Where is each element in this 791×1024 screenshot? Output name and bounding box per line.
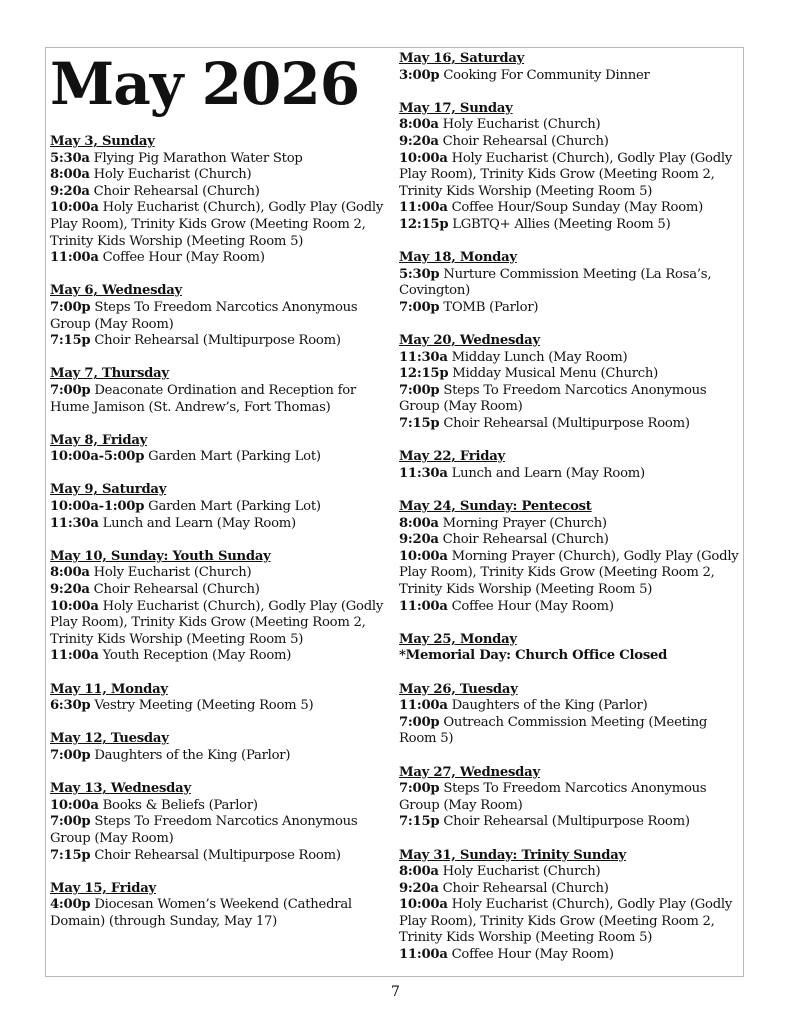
event-time: 7:00p bbox=[399, 299, 440, 315]
day-block bbox=[50, 549, 390, 665]
day-block bbox=[399, 51, 739, 84]
event-description: Books & Beliefs (Parlor) bbox=[102, 797, 258, 813]
event-time: 7:15p bbox=[399, 814, 440, 830]
event-item bbox=[50, 848, 390, 865]
event-description: Choir Rehearsal (Church) bbox=[93, 582, 260, 598]
day-block bbox=[50, 433, 390, 466]
event-item bbox=[399, 366, 739, 383]
event-description: Choir Rehearsal (Multipurpose Room) bbox=[94, 847, 341, 863]
day-heading: May 11, Monday bbox=[50, 681, 168, 697]
event-time: 11:00a bbox=[399, 698, 448, 714]
day-heading: May 10, Sunday: Youth Sunday bbox=[50, 548, 271, 564]
event-description: Steps To Freedom Narcotics Anonymous Group (May Room) bbox=[50, 814, 358, 846]
event-time: 6:30p bbox=[50, 698, 91, 714]
page-number: 7 bbox=[391, 984, 400, 1000]
event-time: 12:15p bbox=[399, 216, 449, 232]
event-description: Choir Rehearsal (Multipurpose Room) bbox=[94, 333, 341, 349]
event-description: Morning Prayer (Church), Godly Play (Godly Play Room), Trinity Kids Grow (Meeting Room 2, Trinity Kids Worship (Meeting Room 5) bbox=[399, 548, 739, 597]
day-block bbox=[399, 765, 739, 831]
day-heading: May 13, Wednesday bbox=[50, 781, 191, 797]
day-heading: May 22, Friday bbox=[399, 449, 505, 465]
event-description: Holy Eucharist (Church), Godly Play (Godly Play Room), Trinity Kids Grow (Meeting Room 2, Trinity Kids Worship (Meeting Room 5) bbox=[50, 598, 384, 647]
event-item bbox=[399, 715, 739, 748]
day-heading: May 27, Wednesday bbox=[399, 764, 540, 780]
event-item bbox=[50, 748, 390, 765]
event-time: 7:00p bbox=[50, 382, 91, 398]
event-item bbox=[50, 798, 390, 815]
day-block bbox=[50, 881, 390, 931]
event-time: 8:00a bbox=[399, 515, 439, 531]
event-item bbox=[399, 781, 739, 814]
event-description: Choir Rehearsal (Church) bbox=[442, 532, 609, 548]
event-time: 7:00p bbox=[399, 714, 440, 730]
day-heading: May 24, Sunday: Pentecost bbox=[399, 499, 592, 515]
event-description: Coffee Hour (May Room) bbox=[102, 250, 265, 266]
event-item bbox=[399, 267, 739, 300]
event-time: 4:00p bbox=[50, 897, 91, 913]
event-description: Morning Prayer (Church) bbox=[442, 515, 607, 531]
left-column bbox=[50, 134, 390, 947]
event-time: 10:00a bbox=[50, 797, 99, 813]
event-item bbox=[399, 217, 739, 234]
event-description: Garden Mart (Parking Lot) bbox=[148, 499, 321, 515]
event-time: 9:20a bbox=[399, 880, 439, 896]
event-item bbox=[50, 516, 390, 533]
event-description: Outreach Commission Meeting (Meeting Room 5) bbox=[399, 714, 708, 747]
event-description: Midday Musical Menu (Church) bbox=[452, 366, 659, 382]
event-item bbox=[399, 416, 739, 433]
event-description: Diocesan Women’s Weekend (Cathedral Domain) (through Sunday, May 17) bbox=[50, 897, 352, 929]
event-item bbox=[399, 698, 739, 715]
event-time: 7:15p bbox=[50, 333, 91, 349]
event-item bbox=[50, 698, 390, 715]
event-item bbox=[50, 250, 390, 267]
event-item bbox=[399, 383, 739, 416]
right-column bbox=[399, 51, 739, 980]
day-block bbox=[50, 134, 390, 267]
event-description: Steps To Freedom Narcotics Anonymous Group (May Room) bbox=[399, 781, 707, 813]
event-item bbox=[50, 300, 390, 333]
event-description: Choir Rehearsal (Multipurpose Room) bbox=[443, 416, 690, 432]
day-block bbox=[399, 101, 739, 234]
event-item bbox=[399, 814, 739, 831]
event-description: Steps To Freedom Narcotics Anonymous Group (May Room) bbox=[399, 382, 707, 415]
event-description: Daughters of the King (Parlor) bbox=[94, 747, 291, 763]
event-item bbox=[399, 200, 739, 217]
event-description: Choir Rehearsal (Church) bbox=[93, 183, 260, 199]
event-time: 11:30a bbox=[399, 349, 448, 365]
day-heading: May 3, Sunday bbox=[50, 134, 155, 149]
event-description: Holy Eucharist (Church), Godly Play (Godly Play Room), Trinity Kids Grow (Meeting Room 2, Trinity Kids Worship (Meeting Room 5) bbox=[399, 897, 733, 946]
event-time: 9:20a bbox=[399, 133, 439, 149]
event-item bbox=[399, 350, 739, 367]
event-item bbox=[399, 947, 739, 964]
event-time: 10:00a-5:00p bbox=[50, 449, 145, 465]
event-item bbox=[50, 648, 390, 665]
event-time: 10:00a bbox=[50, 200, 99, 216]
event-time: 10:00a bbox=[399, 548, 448, 564]
event-time: 8:00a bbox=[50, 167, 90, 183]
event-time: 7:00p bbox=[50, 814, 91, 830]
event-description: Choir Rehearsal (Church) bbox=[442, 133, 609, 149]
event-time: 8:00a bbox=[399, 864, 439, 880]
day-heading: May 9, Saturday bbox=[50, 482, 167, 498]
event-description: Cooking For Community Dinner bbox=[443, 67, 650, 83]
event-item bbox=[50, 599, 390, 649]
event-description: Holy Eucharist (Church) bbox=[442, 117, 601, 133]
event-item bbox=[50, 449, 390, 466]
event-time: 3:00p bbox=[399, 67, 440, 83]
day-heading: May 7, Thursday bbox=[50, 366, 169, 382]
event-time: 12:15p bbox=[399, 366, 449, 382]
day-heading: May 15, Friday bbox=[50, 880, 156, 896]
day-block bbox=[50, 781, 390, 864]
event-time: 5:30p bbox=[399, 266, 440, 282]
event-description: TOMB (Parlor) bbox=[443, 299, 539, 315]
event-item bbox=[50, 184, 390, 201]
event-time: 7:15p bbox=[399, 416, 440, 432]
event-description: Lunch and Learn (May Room) bbox=[102, 515, 296, 531]
event-description: Choir Rehearsal (Church) bbox=[442, 880, 609, 896]
event-description: Flying Pig Marathon Water Stop bbox=[93, 150, 303, 166]
event-time: 9:20a bbox=[50, 582, 90, 598]
event-description: Coffee Hour (May Room) bbox=[451, 947, 614, 963]
event-item bbox=[399, 881, 739, 898]
day-block bbox=[399, 449, 739, 482]
day-block bbox=[50, 682, 390, 715]
event-description: Daughters of the King (Parlor) bbox=[451, 698, 648, 714]
event-time: 7:00p bbox=[50, 299, 91, 315]
event-description: Youth Reception (May Room) bbox=[102, 648, 292, 664]
event-item bbox=[399, 864, 739, 881]
day-block bbox=[399, 499, 739, 615]
event-item bbox=[50, 383, 390, 416]
event-item bbox=[399, 151, 739, 201]
event-description: Holy Eucharist (Church), Godly Play (Godly Play Room), Trinity Kids Grow (Meeting Room 2, Trinity Kids Worship (Meeting Room 5) bbox=[50, 200, 384, 249]
event-description: Choir Rehearsal (Multipurpose Room) bbox=[443, 814, 690, 830]
event-description: Nurture Commission Meeting (La Rosa’s, Covington) bbox=[399, 266, 712, 299]
event-description: Coffee Hour (May Room) bbox=[451, 598, 614, 614]
event-item bbox=[50, 582, 390, 599]
day-block bbox=[399, 848, 739, 964]
event-item bbox=[399, 549, 739, 599]
day-heading: May 8, Friday bbox=[50, 432, 148, 448]
event-description: Vestry Meeting (Meeting Room 5) bbox=[94, 698, 314, 714]
day-heading: May 17, Sunday bbox=[399, 100, 513, 116]
event-description: LGBTQ+ Allies (Meeting Room 5) bbox=[452, 216, 671, 232]
event-item bbox=[399, 134, 739, 151]
day-block bbox=[50, 731, 390, 764]
event-time: 10:00a bbox=[399, 150, 448, 166]
day-block bbox=[50, 366, 390, 416]
event-description: Midday Lunch (May Room) bbox=[451, 349, 628, 365]
day-block bbox=[399, 333, 739, 433]
event-time: 8:00a bbox=[50, 565, 90, 581]
event-time: 7:00p bbox=[399, 382, 440, 398]
event-description: Holy Eucharist (Church), Godly Play (Godly Play Room), Trinity Kids Grow (Meeting Room 2, Trinity Kids Worship (Meeting Room 5) bbox=[399, 150, 733, 199]
day-heading: May 20, Wednesday bbox=[399, 333, 540, 349]
event-item bbox=[399, 516, 739, 533]
day-heading: May 18, Monday bbox=[399, 250, 517, 266]
event-item bbox=[50, 167, 390, 184]
event-item bbox=[50, 499, 390, 516]
event-description: Holy Eucharist (Church) bbox=[93, 167, 252, 183]
event-item bbox=[399, 68, 739, 85]
event-item bbox=[399, 300, 739, 317]
day-block bbox=[50, 283, 390, 349]
event-description: Garden Mart (Parking Lot) bbox=[148, 449, 321, 465]
day-heading: May 6, Wednesday bbox=[50, 283, 182, 299]
day-heading: May 16, Saturday bbox=[399, 51, 525, 66]
event-description: Holy Eucharist (Church) bbox=[93, 565, 252, 581]
day-note: *Memorial Day: Church Office Closed bbox=[399, 648, 668, 664]
event-time: 5:30a bbox=[50, 150, 90, 166]
event-time: 9:20a bbox=[399, 532, 439, 548]
event-item bbox=[50, 151, 390, 168]
event-time: 11:00a bbox=[399, 200, 448, 216]
event-item bbox=[50, 814, 390, 847]
event-description: Holy Eucharist (Church) bbox=[442, 864, 601, 880]
event-description: Lunch and Learn (May Room) bbox=[451, 465, 645, 481]
event-time: 10:00a bbox=[399, 897, 448, 913]
event-time: 11:00a bbox=[399, 947, 448, 963]
event-time: 11:00a bbox=[399, 598, 448, 614]
event-item bbox=[399, 532, 739, 549]
event-description: Deaconate Ordination and Reception for Hume Jamison (St. Andrew’s, Fort Thomas) bbox=[50, 382, 356, 415]
event-time: 11:00a bbox=[50, 648, 99, 664]
event-item bbox=[399, 466, 739, 483]
event-time: 8:00a bbox=[399, 117, 439, 133]
day-heading: May 12, Tuesday bbox=[50, 731, 169, 747]
event-time: 7:00p bbox=[399, 781, 440, 797]
day-heading: May 26, Tuesday bbox=[399, 681, 518, 697]
day-block bbox=[399, 632, 739, 665]
day-heading: May 25, Monday bbox=[399, 631, 517, 647]
event-time: 10:00a bbox=[50, 598, 99, 614]
event-item bbox=[50, 333, 390, 350]
event-item bbox=[399, 599, 739, 616]
event-item bbox=[399, 117, 739, 134]
event-time: 9:20a bbox=[50, 183, 90, 199]
event-time: 7:00p bbox=[50, 747, 91, 763]
event-time: 11:30a bbox=[50, 515, 99, 531]
event-description: Coffee Hour/Soup Sunday (May Room) bbox=[451, 200, 704, 216]
day-block bbox=[399, 250, 739, 316]
event-item bbox=[50, 897, 390, 930]
page-title: May 2026 bbox=[50, 50, 360, 118]
event-time: 11:30a bbox=[399, 465, 448, 481]
event-time: 10:00a-1:00p bbox=[50, 499, 145, 515]
event-item bbox=[50, 565, 390, 582]
day-block bbox=[50, 482, 390, 532]
event-time: 11:00a bbox=[50, 250, 99, 266]
event-item bbox=[50, 200, 390, 250]
day-heading: May 31, Sunday: Trinity Sunday bbox=[399, 847, 626, 863]
event-item bbox=[399, 897, 739, 947]
event-description: Steps To Freedom Narcotics Anonymous Group (May Room) bbox=[50, 299, 358, 332]
day-block bbox=[399, 682, 739, 748]
event-time: 7:15p bbox=[50, 847, 91, 863]
